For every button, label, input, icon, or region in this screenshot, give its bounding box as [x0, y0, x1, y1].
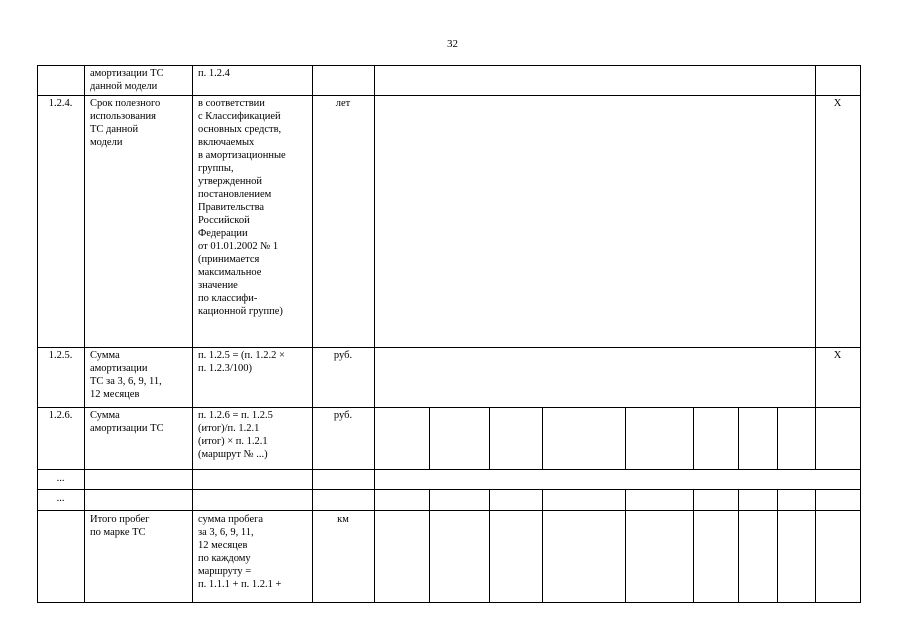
cell-number: ...: [56, 493, 65, 504]
table-rule: [542, 407, 543, 470]
table-rule: [542, 489, 543, 603]
page-number: 32: [447, 38, 458, 50]
table-rule: [738, 489, 739, 603]
cell-unit: руб.: [333, 410, 353, 421]
table-rule: [489, 407, 490, 470]
table-rule: [625, 407, 626, 470]
cell-mark: Х: [833, 98, 842, 109]
cell-unit: лет: [335, 98, 351, 109]
table-rule: [815, 407, 816, 470]
cell-name: Итого пробег по марке ТС: [90, 514, 150, 538]
table-rule: [489, 489, 490, 603]
cell-name: Сумма амортизации ТС за 3, 6, 9, 11, 12 месяцев: [90, 350, 162, 400]
table-rule: [37, 65, 38, 603]
table-rule: [37, 95, 861, 96]
cell-unit: руб.: [333, 350, 353, 361]
cell-formula: в соответствии с Классификацией основных средств, включаемых в амортизационные группы, утвержденной постановлением Правительства Российской Федерации от 01.01.2002 № 1 (принимается максимальное значение по классифи- кационной группе): [198, 98, 286, 317]
cell-name: Сумма амортизации ТС: [90, 410, 164, 434]
cell-number: ...: [56, 473, 65, 484]
table-rule: [693, 489, 694, 603]
cell-name: амортизации ТС данной модели: [90, 68, 164, 92]
table-rule: [860, 65, 861, 603]
table-rule: [625, 489, 626, 603]
table-rule: [84, 65, 85, 603]
cell-formula: п. 1.2.4: [198, 68, 230, 79]
cell-number: 1.2.4.: [48, 98, 73, 109]
cell-formula: сумма пробега за 3, 6, 9, 11, 12 месяцев по каждому маршруту = п. 1.1.1 + п. 1.2.1 +: [198, 514, 282, 590]
cell-number: 1.2.6.: [48, 410, 73, 421]
table-rule: [429, 407, 430, 470]
cell-number: 1.2.5.: [48, 350, 73, 361]
table-rule: [192, 65, 193, 603]
cell-mark: Х: [833, 350, 842, 361]
cell-unit: км: [337, 514, 349, 525]
table-rule: [777, 407, 778, 470]
cell-name: Срок полезного использования ТС данной модели: [90, 98, 161, 148]
table-rule: [374, 65, 375, 603]
cell-formula: п. 1.2.6 = п. 1.2.5 (итог)/п. 1.2.1 (итог) × п. 1.2.1 (маршрут № ...): [198, 410, 273, 460]
cell-formula: п. 1.2.5 = (п. 1.2.2 × п. 1.2.3/100): [198, 350, 285, 374]
table-rule: [738, 407, 739, 470]
table-rule: [777, 489, 778, 603]
table-rule: [815, 489, 816, 603]
table-rule: [429, 489, 430, 603]
table-rule: [37, 65, 861, 66]
table-rule: [37, 347, 861, 348]
table-rule: [693, 407, 694, 470]
